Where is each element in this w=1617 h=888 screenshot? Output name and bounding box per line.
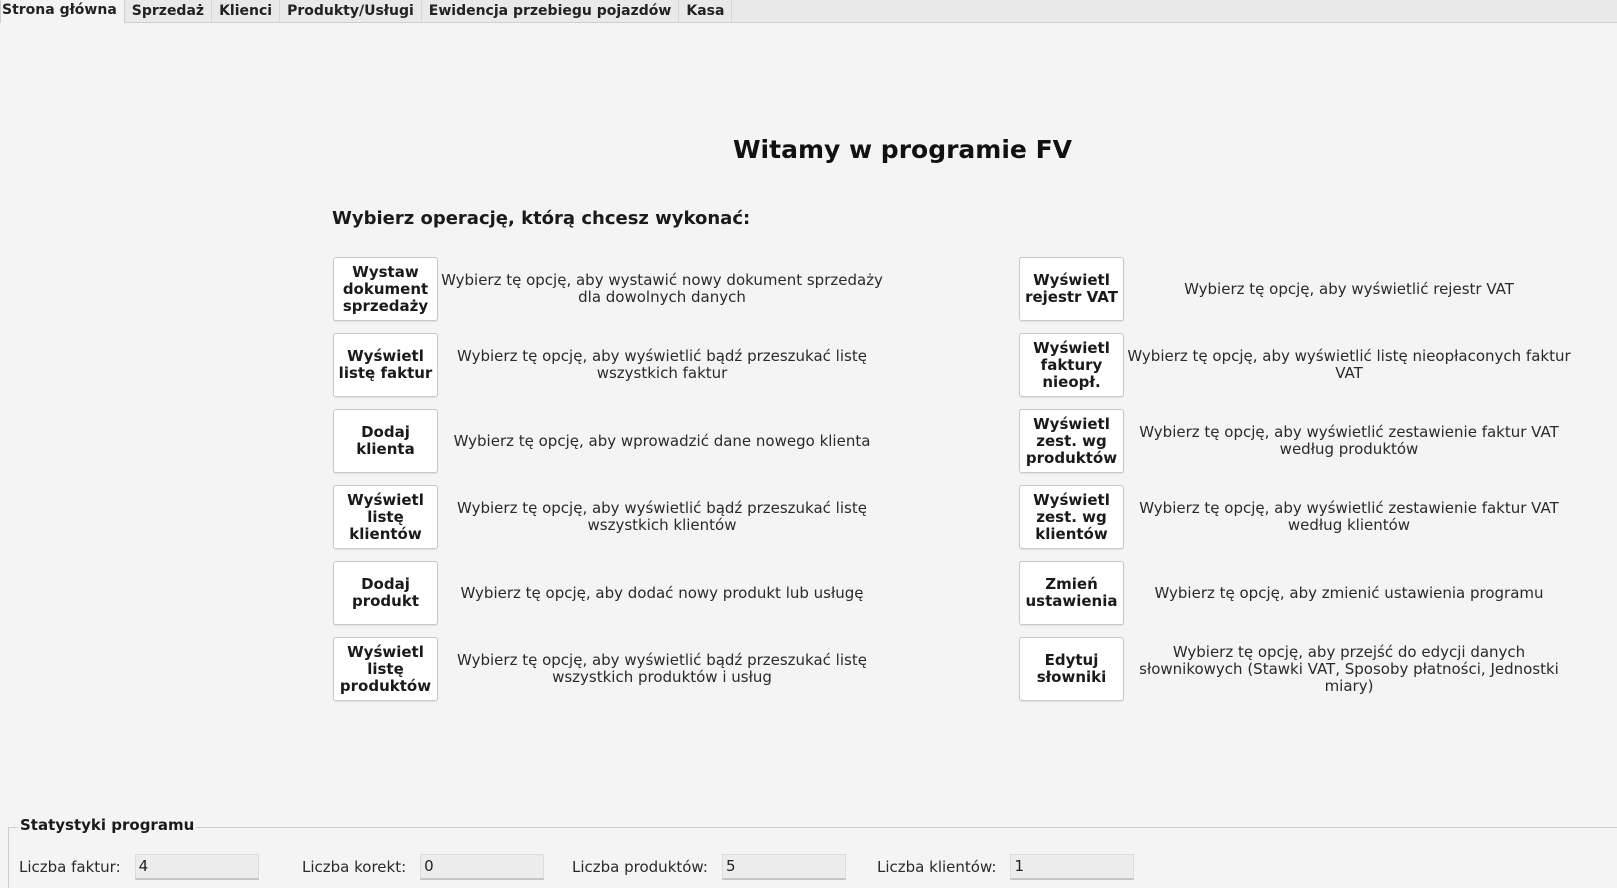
op-row-zest-wg-produktow (1019, 408, 1574, 474)
op-description: Wybierz tę opcję, aby wyświetlić bądź przeszukać listę wszystkich faktur (457, 347, 867, 382)
op-row-lista-klientow (333, 484, 886, 550)
tab-klienci[interactable]: Klienci (212, 0, 280, 22)
wystaw-dokument-button[interactable]: Wystaw dokument sprzedaży (333, 257, 438, 321)
op-description: Wybierz tę opcję, aby przejść do edycji danych słownikowych (Stawki VAT, Sposoby płatności, Jednostki miary) (1139, 642, 1559, 695)
op-row-edytuj-slowniki (1019, 636, 1574, 702)
op-row-faktury-nieoplacone (1019, 332, 1574, 398)
dodaj-produkt-button[interactable]: Dodaj produkt (333, 561, 438, 625)
lista-produktow-button[interactable]: Wyświetl listę produktów (333, 637, 438, 701)
stat-liczba-klientow (877, 854, 1134, 880)
stat-label: Liczba klientów: (877, 858, 997, 876)
op-description: Wybierz tę opcję, aby wyświetlić zestawienie faktur VAT według produktów (1139, 423, 1559, 458)
liczba-produktow-field: 5 (722, 854, 846, 880)
edytuj-slowniki-button[interactable]: Edytuj słowniki (1019, 637, 1124, 701)
op-row-dodaj-produkt (333, 560, 886, 626)
page-title: Witamy w programie FV (732, 135, 1072, 164)
tab-kasa[interactable]: Kasa (679, 0, 732, 22)
op-description: Wybierz tę opcję, aby wyświetlić bądź przeszukać listę wszystkich produktów i usług (457, 651, 867, 686)
tab-bar (0, 0, 1617, 23)
zmien-ustawienia-button[interactable]: Zmień ustawienia (1019, 561, 1124, 625)
tab-produkty-uslugi[interactable]: Produkty/Usługi (280, 0, 422, 22)
stat-liczba-produktow (572, 854, 846, 880)
faktury-nieoplacone-button[interactable]: Wyświetl faktury nieopł. (1019, 333, 1124, 397)
op-description: Wybierz tę opcję, aby wystawić nowy dokument sprzedaży dla dowolnych danych (441, 271, 883, 306)
liczba-klientow-field: 1 (1010, 854, 1134, 880)
op-description: Wybierz tę opcję, aby zmienić ustawienia programu (1154, 583, 1544, 602)
op-row-wystaw-dokument (333, 256, 886, 322)
lista-klientow-button[interactable]: Wyświetl listę klientów (333, 485, 438, 549)
stat-liczba-korekt (302, 854, 544, 880)
op-row-zmien-ustawienia (1019, 560, 1574, 626)
op-description: Wybierz tę opcję, aby wyświetlić listę nieopłaconych faktur VAT (1127, 347, 1571, 382)
op-description: Wybierz tę opcję, aby wyświetlić rejestr VAT (1184, 279, 1514, 298)
page-subtitle: Wybierz operację, którą chcesz wykonać: (332, 208, 751, 229)
stat-label: Liczba korekt: (302, 858, 407, 876)
lista-faktur-button[interactable]: Wyświetl listę faktur (333, 333, 438, 397)
op-row-zest-wg-klientow (1019, 484, 1574, 550)
op-row-rejestr-vat (1019, 256, 1574, 322)
liczba-faktur-field: 4 (135, 854, 259, 880)
stat-label: Liczba faktur: (19, 858, 121, 876)
rejestr-vat-button[interactable]: Wyświetl rejestr VAT (1019, 257, 1124, 321)
op-row-dodaj-klienta (333, 408, 886, 474)
tab-sprzedaz[interactable]: Sprzedaż (125, 0, 212, 22)
stats-legend: Statystyki programu (20, 816, 195, 834)
dodaj-klienta-button[interactable]: Dodaj klienta (333, 409, 438, 473)
tab-ewidencja-przebiegu[interactable]: Ewidencja przebiegu pojazdów (422, 0, 680, 22)
op-description: Wybierz tę opcję, aby dodać nowy produkt lub usługę (460, 583, 864, 602)
stat-label: Liczba produktów: (572, 858, 708, 876)
op-description: Wybierz tę opcję, aby wprowadzić dane nowego klienta (453, 431, 871, 450)
zest-wg-produktow-button[interactable]: Wyświetl zest. wg produktów (1019, 409, 1124, 473)
op-row-lista-produktow (333, 636, 886, 702)
stat-liczba-faktur (19, 854, 259, 880)
liczba-korekt-field: 0 (420, 854, 544, 880)
op-description: Wybierz tę opcję, aby wyświetlić bądź przeszukać listę wszystkich klientów (457, 499, 867, 534)
zest-wg-klientow-button[interactable]: Wyświetl zest. wg klientów (1019, 485, 1124, 549)
tab-strona-glowna[interactable]: Strona główna (0, 0, 125, 23)
op-description: Wybierz tę opcję, aby wyświetlić zestawienie faktur VAT według klientów (1139, 499, 1559, 534)
op-row-lista-faktur (333, 332, 886, 398)
